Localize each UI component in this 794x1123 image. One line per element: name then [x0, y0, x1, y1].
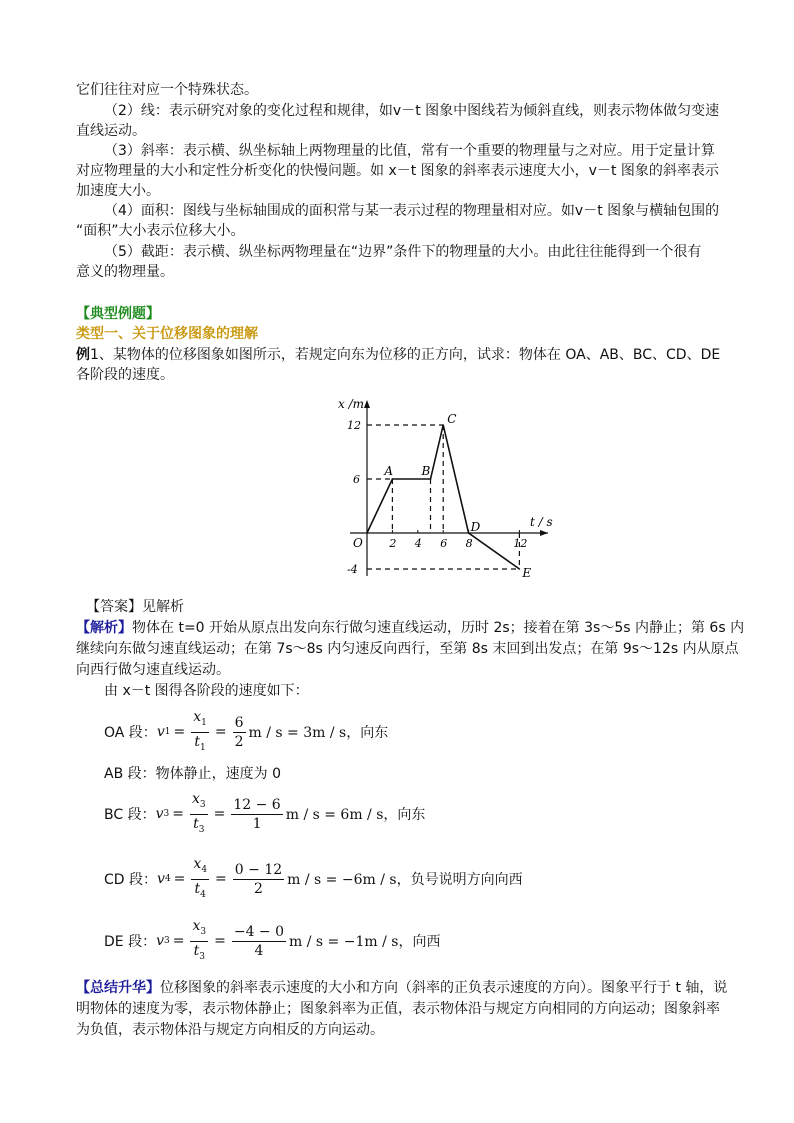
answer-line	[86, 597, 184, 617]
point-e	[519, 568, 521, 570]
section-heading: 【典型例题】	[76, 306, 160, 322]
y-tick-label: 12	[347, 419, 361, 432]
formula-oa-frac1: $\frac{x_1}{t_1}$	[193, 709, 207, 753]
x-axis-arrow	[540, 530, 548, 536]
analysis-line-1	[76, 618, 744, 638]
analysis-line-2: 继续向东做匀速直线运动；在第 7s～8s 内匀速反向西行，至第 8s 末回到出发点；在第 9s～12s 内从原点	[76, 641, 739, 657]
point-label-c: C	[447, 412, 457, 426]
point-label-o: O	[353, 536, 363, 550]
formula-oa-frac2: $\frac{6}{2}$	[234, 714, 244, 750]
point-d	[468, 532, 470, 534]
x-tick-label: 4	[414, 537, 422, 550]
intro-line-2: （2）线：表示研究对象的变化过程和规律，如v－t 图象中图线若为倾斜直线，则表示物体做匀变速	[104, 103, 720, 119]
example-label: 例	[76, 347, 90, 363]
formula-de-frac2: $\frac{-4 - 0}{4}$	[233, 923, 285, 959]
formula-bc-frac1: $\frac{x_3}{t_3}$	[191, 791, 206, 835]
intro-line-3: 直线运动。	[76, 123, 146, 139]
summary-text-1: 位移图象的斜率表示速度的大小和方向（斜率的正负表示速度的方向）。图象平行于 t 轴，说	[160, 980, 728, 996]
formula-cd-lhs: v	[157, 871, 165, 888]
formula-cd-frac1: $\frac{x_4}{t_4}$	[193, 856, 208, 900]
intro-line-1: 它们往往对应一个特殊状态。	[76, 82, 258, 98]
x-tick-label: 2	[389, 537, 397, 550]
formula-oa-prefix: OA 段：	[104, 725, 157, 742]
displacement-time-chart	[320, 392, 560, 582]
formula-ab: AB 段：物体静止，速度为 0	[104, 766, 281, 782]
example-line-1	[76, 345, 720, 365]
point-label-d: D	[470, 520, 481, 534]
intro-line-6: 加速度大小。	[76, 183, 160, 199]
y-axis-label: x /m	[338, 397, 365, 411]
type-heading-text: 类型一、关于位移图象的理解	[76, 326, 258, 342]
analysis-line-4: 由 x－t 图得各阶段的速度如下：	[104, 683, 309, 699]
formula-bc: BC 段： v 3 = $\frac{x_3}{t_3}$ = $\frac{12 - 6}{1}$ m / s = 6m / s，向东	[104, 790, 425, 839]
intro-line-7: （4）面积：图线与坐标轴围成的面积常与某一表示过程的物理量相对应。如v－t 图象与横轴包围的	[104, 203, 720, 219]
intro-line-8: “面积”大小表示位移大小。	[76, 223, 245, 239]
analysis-text-1: 物体在 t=0 开始从原点出发向东行做匀速直线运动，历时 2s；接着在第 3s～5s 内静止；第 6s 内	[132, 620, 745, 636]
answer-text: 见解析	[142, 599, 184, 615]
chart-root	[338, 397, 553, 580]
x-tick-label: 12	[513, 537, 528, 550]
answer-tag: 【答案】	[86, 599, 142, 615]
formula-bc-frac2: $\frac{12 - 6}{1}$	[233, 796, 281, 832]
formula-bc-prefix: BC 段：	[104, 807, 156, 824]
point-b	[430, 478, 432, 480]
formula-de: DE 段： v 3 = $\frac{x_3}{t_3}$ = $\frac{-4 - 0}{4}$ m / s = −1m / s，向西	[104, 917, 440, 966]
summary-line-2: 明物体的速度为零，表示物体静止；图象斜率为正值，表示物体沿与规定方向相同的方向运动；图象斜率	[76, 1001, 720, 1017]
point-label-e: E	[522, 566, 532, 580]
x-tick-label: 8	[465, 537, 473, 550]
formula-cd-frac2: $\frac{0 - 12}{2}$	[234, 861, 283, 897]
point-o	[366, 532, 368, 534]
point-c	[442, 424, 444, 426]
point-label-b: B	[421, 464, 431, 478]
formula-oa: OA 段： v 1 = $\frac{x_1}{t_1}$ = $\frac{6}{2}$ m / s = 3m / s，向东	[104, 708, 388, 757]
analysis-line-3: 向西行做匀速直线运动。	[76, 662, 230, 678]
example-text-1: 1、某物体的位移图象如图所示，若规定向东为位移的正方向，试求：物体在 OA、AB、BC、CD、DE	[90, 347, 721, 363]
formula-cd-prefix: CD 段：	[104, 872, 158, 889]
analysis-tag: 【解析】	[76, 620, 132, 636]
point-label-a: A	[384, 464, 394, 478]
formula-cd: CD 段： v 4 = $\frac{x_4}{t_4}$ = $\frac{0 - 12}{2}$ m / s = −6m / s，负号说明方向向西	[104, 855, 523, 904]
intro-line-5: 对应物理量的大小和定性分析变化的快慢问题。如 x－t 图象的斜率表示速度大小，v－t 图象的斜率表示	[76, 163, 719, 179]
intro-line-10: 意义的物理量。	[76, 264, 174, 280]
y-tick-label: 6	[353, 473, 360, 486]
example-line-2: 各阶段的速度。	[76, 367, 174, 383]
intro-line-4: （3）斜率：表示横、纵坐标轴上两物理量的比值，常有一个重要的物理量与之对应。用于定量计算	[104, 143, 715, 159]
formula-cd-tail: m / s = −6m / s，负号说明方向向西	[287, 872, 523, 889]
formula-de-tail: m / s = −1m / s，向西	[289, 934, 441, 951]
intro-line-9: （5）截距：表示横、纵坐标两物理量在“边界”条件下的物理量的大小。由此往往能得到一个很有	[104, 244, 702, 260]
summary-line-1	[76, 978, 727, 998]
x-tick-label: 6	[440, 537, 448, 550]
y-axis-arrow	[364, 400, 370, 408]
formula-oa-tail: m / s = 3m / s，向东	[248, 725, 389, 742]
formula-de-prefix: DE 段：	[104, 934, 157, 951]
point-a	[392, 478, 394, 480]
formula-bc-lhs: v	[155, 806, 164, 823]
type-heading	[76, 324, 258, 344]
formula-de-lhs: v	[156, 933, 164, 950]
x-axis-label: t / s	[530, 515, 553, 529]
formula-de-frac1: $\frac{x_3}{t_3}$	[192, 918, 207, 962]
formula-oa-lhs: v	[156, 724, 165, 741]
formula-oa-lhs-sub: 1	[164, 727, 171, 738]
y-tick-label: -4	[347, 563, 358, 576]
formula-bc-tail: m / s = 6m / s，向东	[285, 807, 426, 824]
summary-tag: 【总结升华】	[76, 980, 160, 996]
summary-line-3: 为负值，表示物体沿与规定方向相反的方向运动。	[76, 1022, 384, 1038]
